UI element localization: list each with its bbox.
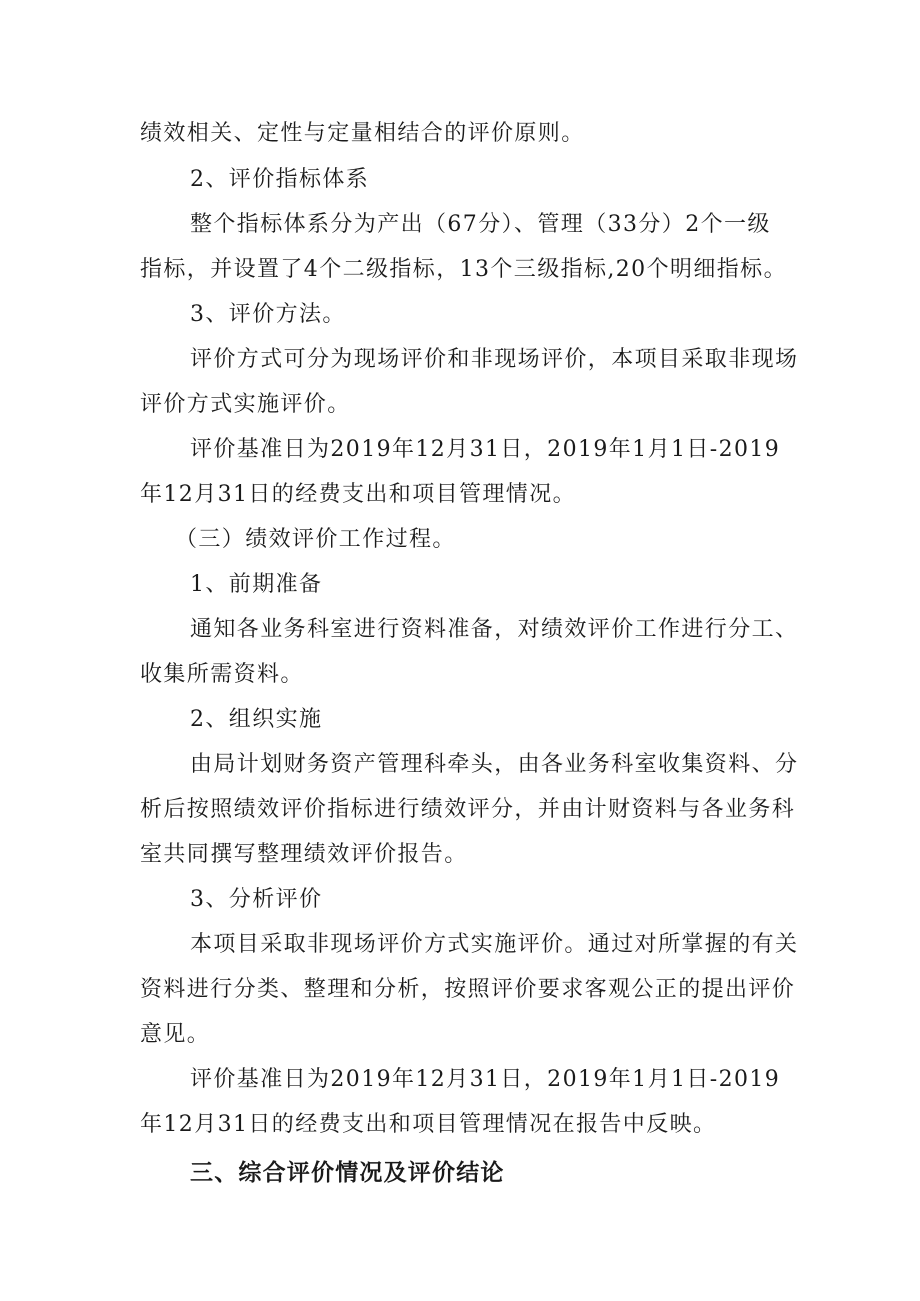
text-line-preparation-1: 通知各业务科室进行资料准备，对绩效评价工作进行分工、 [190,617,799,642]
text-line-method-2: 评价方式实施评价。 [140,392,351,417]
text-line-report-date-1: 评价基准日为2019年12月31日，2019年1月1日-2019 [190,1067,781,1092]
text-line-method-1: 评价方式可分为现场评价和非现场评价，本项目采取非现场 [190,347,799,372]
subheading-analysis: 3、分析评价 [190,887,323,912]
text-line-base-date-1: 评价基准日为2019年12月31日，2019年1月1日-2019 [190,437,781,462]
subheading-evaluation-method: 3、评价方法。 [190,302,346,327]
subheading-implementation: 2、组织实施 [190,707,323,732]
text-line-implementation-1: 由局计划财务资产管理科牵头，由各业务科室收集资料、分 [190,752,799,777]
text-line-indicator-1: 整个指标体系分为产出（67分）、管理（33分）2个一级 [190,212,771,237]
text-line-indicator-2: 指标，并设置了4个二级指标，13个三级指标,20个明细指标。 [140,257,787,282]
text-line-report-date-2: 年12月31日的经费支出和项目管理情况在报告中反映。 [140,1112,717,1137]
text-line-base-date-2: 年12月31日的经费支出和项目管理情况。 [140,482,576,507]
section-heading-comprehensive-evaluation: 三、综合评价情况及评价结论 [190,1160,505,1186]
subheading-indicator-system: 2、评价指标体系 [190,167,370,192]
text-line-principle-end: 绩效相关、定性与定量相结合的评价原则。 [140,121,585,146]
section-heading-work-process: （三）绩效评价工作过程。 [175,527,456,552]
subheading-preparation: 1、前期准备 [190,572,323,597]
text-line-implementation-3: 室共同撰写整理绩效评价报告。 [140,842,468,867]
text-line-analysis-1: 本项目采取非现场评价方式实施评价。通过对所掌握的有关 [190,932,799,957]
text-line-preparation-2: 收集所需资料。 [140,662,304,687]
text-line-implementation-2: 析后按照绩效评价指标进行绩效评分，并由计财资料与各业务科 [140,797,796,822]
text-line-analysis-3: 意见。 [140,1022,211,1047]
text-line-analysis-2: 资料进行分类、整理和分析，按照评价要求客观公正的提出评价 [140,977,796,1002]
